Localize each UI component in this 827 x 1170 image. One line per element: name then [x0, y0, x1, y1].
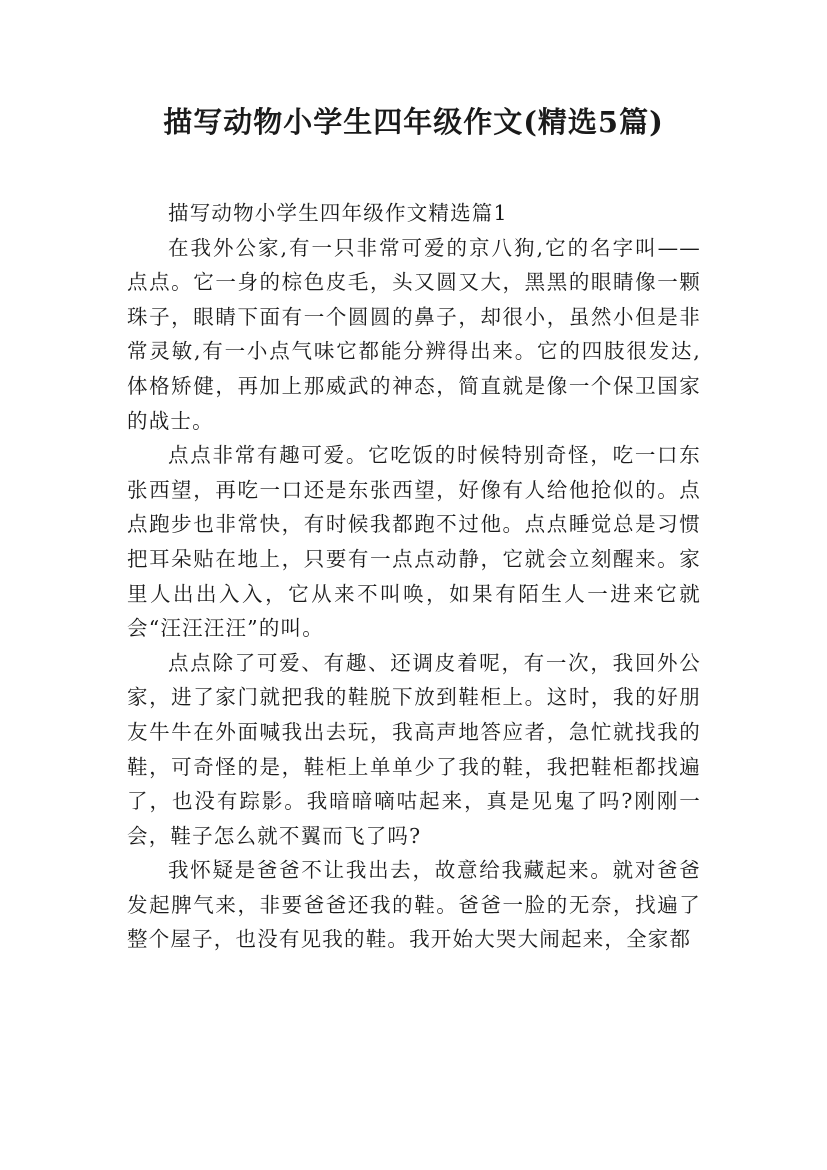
- document-body: [127, 196, 701, 957]
- paragraph-3: 点点除了可爱、有趣、还调皮着呢，有一次，我回外公家，进了家门就把我的鞋脱下放到鞋柜上。这时，我的好朋友牛牛在外面喊我出去玩，我高声地答应者，急忙就找我的鞋，可奇怪的是，鞋柜上单单少了我的鞋，我把鞋柜都找遍了，也没有踪影。我暗暗嘀咕起来，真是见鬼了吗?刚刚一会，鞋子怎么就不翼而飞了吗?: [127, 650, 701, 848]
- paragraph-2: 点点非常有趣可爱。它吃饭的时候特别奇怪，吃一口东张西望，再吃一口还是东张西望，好像有人给他抢似的。点点跑步也非常快，有时候我都跑不过他。点点睡觉总是习惯把耳朵贴在地上，只要有一点点动静，它就会立刻醒来。家里人出出入入，它从来不叫唤，如果有陌生人一进来它就会“汪汪汪汪”的叫。: [127, 443, 701, 641]
- paragraph-4: 我怀疑是爸爸不让我出去，故意给我藏起来。就对爸爸发起脾气来，非要爸爸还我的鞋。爸爸一脸的无奈，找遍了整个屋子，也没有见我的鞋。我开始大哭大闹起来，全家都: [127, 858, 701, 952]
- document-title: 描写动物小学生四年级作文(精选5篇): [163, 105, 664, 139]
- paragraph-1: 在我外公家,有一只非常可爱的京八狗,它的名字叫——点点。它一身的棕色皮毛，头又圆又大，黑黑的眼睛像一颗珠子，眼睛下面有一个圆圆的鼻子，却很小，虽然小但是非常灵敏,有一小点气味它都能分辨得出来。它的四肢很发达,体格矫健，再加上那威武的神态，简直就是像一个保卫国家的战士。: [127, 235, 701, 433]
- section-heading: 描写动物小学生四年级作文精选篇1: [168, 201, 508, 225]
